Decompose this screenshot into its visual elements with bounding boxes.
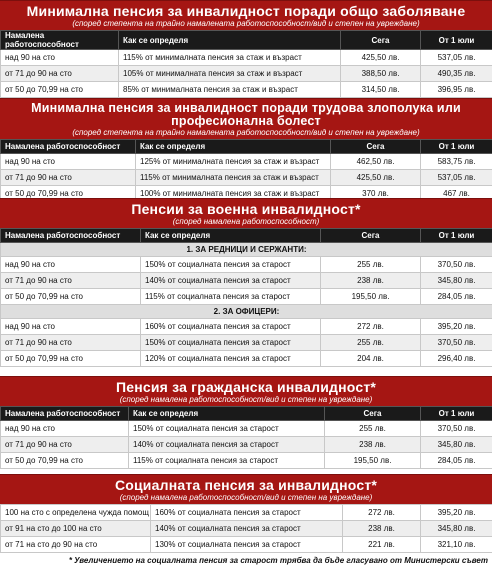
- cell-july: 537,05 лв.: [421, 50, 492, 66]
- cell-july: 345,80 лв.: [421, 437, 492, 453]
- cell-now: 238 лв.: [325, 437, 421, 453]
- cell-july: 370,50 лв.: [421, 257, 492, 273]
- cell-how: 100% от минималната пенсия за стаж и възраст: [136, 186, 331, 202]
- section-banner: [0, 474, 492, 504]
- cell-reduced: от 71 до 90 на сто: [1, 170, 136, 186]
- cell-now: 221 лв.: [343, 537, 421, 553]
- group-label: 2. ЗА ОФИЦЕРИ:: [1, 305, 492, 319]
- table-row: [1, 421, 492, 437]
- group-row: [1, 243, 492, 257]
- cell-now: 272 лв.: [321, 319, 421, 335]
- cell-now: 425,50 лв.: [331, 170, 421, 186]
- col-header-reduced: Намалена работоспособност: [1, 229, 141, 243]
- table-row: [1, 154, 492, 170]
- cell-reduced: от 71 до 90 на сто: [1, 273, 141, 289]
- cell-now: 195,50 лв.: [325, 453, 421, 469]
- cell-july: 284,05 лв.: [421, 289, 492, 305]
- cell-reduced: от 50 до 70,99 на сто: [1, 289, 141, 305]
- pension-table: [0, 504, 492, 553]
- col-header-now: Сега: [331, 140, 421, 154]
- cell-july: 345,80 лв.: [421, 273, 492, 289]
- cell-reduced: от 50 до 70,99 на сто: [1, 82, 119, 98]
- cell-how: 140% от социалната пенсия за старост: [151, 521, 343, 537]
- col-header-now: Сега: [341, 31, 421, 50]
- table-header-row: [1, 31, 492, 50]
- cell-now: 255 лв.: [321, 335, 421, 351]
- section-subtitle: (според намалена работоспособност/вид и степен на увреждане): [119, 395, 373, 404]
- cell-how: 160% от социалната пенсия за старост: [141, 319, 321, 335]
- cell-reduced: над 90 на сто: [1, 154, 136, 170]
- cell-reduced: от 91 на сто до 100 на сто: [1, 521, 151, 537]
- cell-july: 395,20 лв.: [421, 319, 492, 335]
- cell-now: 238 лв.: [321, 273, 421, 289]
- col-header-now: Сега: [325, 407, 421, 421]
- section-subtitle: (според намалена работоспособност/вид и степен на увреждане): [119, 493, 373, 502]
- table-header-row: [1, 229, 492, 243]
- table-row: [1, 505, 492, 521]
- cell-reduced: от 50 до 70,99 на сто: [1, 351, 141, 367]
- cell-now: 388,50 лв.: [341, 66, 421, 82]
- table-row: [1, 537, 492, 553]
- cell-now: 272 лв.: [343, 505, 421, 521]
- cell-now: 195,50 лв.: [321, 289, 421, 305]
- cell-july: 370,50 лв.: [421, 421, 492, 437]
- cell-july: 296,40 лв.: [421, 351, 492, 367]
- cell-reduced: 100 на сто с определена чужда помощ: [1, 505, 151, 521]
- cell-how: 160% от социалната пенсия за старост: [151, 505, 343, 521]
- col-header-how: Как се определя: [119, 31, 341, 50]
- cell-now: 370 лв.: [331, 186, 421, 202]
- table-row: [1, 66, 492, 82]
- section-social: [0, 474, 492, 553]
- section-subtitle: (според степента на трайно намалената работоспособност/вид и степен на увреждане): [72, 128, 420, 137]
- cell-reduced: от 71 на сто до 90 на сто: [1, 537, 151, 553]
- cell-reduced: над 90 на сто: [1, 257, 141, 273]
- table-row: [1, 453, 492, 469]
- section-military: [0, 198, 492, 367]
- table-row: [1, 351, 492, 367]
- pension-table: [0, 406, 492, 469]
- col-header-july: От 1 юли: [421, 229, 492, 243]
- cell-how: 130% от социалната пенсия за старост: [151, 537, 343, 553]
- section-title: Социалната пенсия за инвалидност*: [114, 477, 378, 493]
- cell-reduced: над 90 на сто: [1, 319, 141, 335]
- group-row: [1, 305, 492, 319]
- section-banner: [0, 98, 492, 139]
- cell-how: 115% от социалната пенсия за старост: [141, 289, 321, 305]
- section-subtitle: (според намалена работоспособност): [172, 217, 320, 226]
- section-banner: [0, 0, 492, 30]
- table-row: [1, 50, 492, 66]
- cell-how: 105% от минималната пенсия за стаж и възраст: [119, 66, 341, 82]
- table-row: [1, 170, 492, 186]
- cell-how: 115% от минималната пенсия за стаж и възраст: [119, 50, 341, 66]
- cell-reduced: над 90 на сто: [1, 50, 119, 66]
- cell-how: 140% от социалната пенсия за старост: [141, 273, 321, 289]
- table-row: [1, 273, 492, 289]
- cell-now: 204 лв.: [321, 351, 421, 367]
- cell-now: 255 лв.: [325, 421, 421, 437]
- cell-july: 490,35 лв.: [421, 66, 492, 82]
- col-header-reduced: Намалена работоспособност: [1, 31, 119, 50]
- col-header-reduced: Намалена работоспособност: [1, 140, 136, 154]
- section-banner: [0, 376, 492, 406]
- cell-reduced: от 71 до 90 на сто: [1, 66, 119, 82]
- table-row: [1, 82, 492, 98]
- cell-july: 467 лв.: [421, 186, 492, 202]
- cell-how: 150% от социалната пенсия за старост: [129, 421, 325, 437]
- section-banner: [0, 198, 492, 228]
- cell-reduced: от 71 до 90 на сто: [1, 437, 129, 453]
- cell-how: 150% от социалната пенсия за старост: [141, 257, 321, 273]
- cell-july: 537,05 лв.: [421, 170, 492, 186]
- section-subtitle: (според степента на трайно намалената работоспособност/вид и степен на увреждане): [72, 19, 420, 28]
- col-header-how: Как се определя: [141, 229, 321, 243]
- table-row: [1, 437, 492, 453]
- cell-now: 238 лв.: [343, 521, 421, 537]
- section-title: Пенсия за гражданска инвалидност*: [115, 379, 377, 395]
- cell-july: 583,75 лв.: [421, 154, 492, 170]
- section-title: Минимална пенсия за инвалидност поради общо заболяване: [26, 3, 466, 19]
- col-header-july: От 1 юли: [421, 140, 492, 154]
- cell-how: 115% от социалната пенсия за старост: [129, 453, 325, 469]
- cell-how: 120% от социалната пенсия за старост: [141, 351, 321, 367]
- cell-now: 314,50 лв.: [341, 82, 421, 98]
- table-row: [1, 521, 492, 537]
- section-work-accident: [0, 98, 492, 202]
- cell-how: 140% от социалната пенсия за старост: [129, 437, 325, 453]
- cell-how: 85% от минималната пенсия за стаж и възраст: [119, 82, 341, 98]
- cell-now: 462,50 лв.: [331, 154, 421, 170]
- section-civil: [0, 376, 492, 469]
- footnote: * Увеличението на социалната пенсия за старост трябва да бъде гласувано от Министерски съвет: [68, 556, 488, 565]
- col-header-how: Как се определя: [129, 407, 325, 421]
- cell-reduced: от 50 до 70,99 на сто: [1, 186, 136, 202]
- cell-july: 345,80 лв.: [421, 521, 492, 537]
- section-title: Минимална пенсия за инвалидност поради трудова злополука или професионална болест: [31, 101, 461, 128]
- cell-reduced: от 50 до 70,99 на сто: [1, 453, 129, 469]
- group-label: 1. ЗА РЕДНИЦИ И СЕРЖАНТИ:: [1, 243, 492, 257]
- section-title: Пенсии за военна инвалидност*: [131, 201, 361, 217]
- table-row: [1, 335, 492, 351]
- col-header-july: От 1 юли: [421, 31, 492, 50]
- col-header-july: От 1 юли: [421, 407, 492, 421]
- cell-now: 425,50 лв.: [341, 50, 421, 66]
- col-header-how: Как се определя: [136, 140, 331, 154]
- cell-reduced: над 90 на сто: [1, 421, 129, 437]
- cell-july: 396,95 лв.: [421, 82, 492, 98]
- col-header-reduced: Намалена работоспособност: [1, 407, 129, 421]
- cell-july: 321,10 лв.: [421, 537, 492, 553]
- cell-july: 395,20 лв.: [421, 505, 492, 521]
- pension-table: [0, 139, 492, 202]
- table-header-row: [1, 407, 492, 421]
- table-row: [1, 319, 492, 335]
- cell-how: 125% от минималната пенсия за стаж и възраст: [136, 154, 331, 170]
- cell-now: 255 лв.: [321, 257, 421, 273]
- pension-table: [0, 228, 492, 367]
- cell-how: 150% от социалната пенсия за старост: [141, 335, 321, 351]
- table-row: [1, 289, 492, 305]
- cell-how: 115% от минималната пенсия за стаж и възраст: [136, 170, 331, 186]
- cell-july: 284,05 лв.: [421, 453, 492, 469]
- col-header-now: Сега: [321, 229, 421, 243]
- pension-table: [0, 30, 492, 98]
- table-row: [1, 257, 492, 273]
- cell-reduced: от 71 до 90 на сто: [1, 335, 141, 351]
- cell-july: 370,50 лв.: [421, 335, 492, 351]
- section-general-illness: [0, 0, 492, 98]
- table-header-row: [1, 140, 492, 154]
